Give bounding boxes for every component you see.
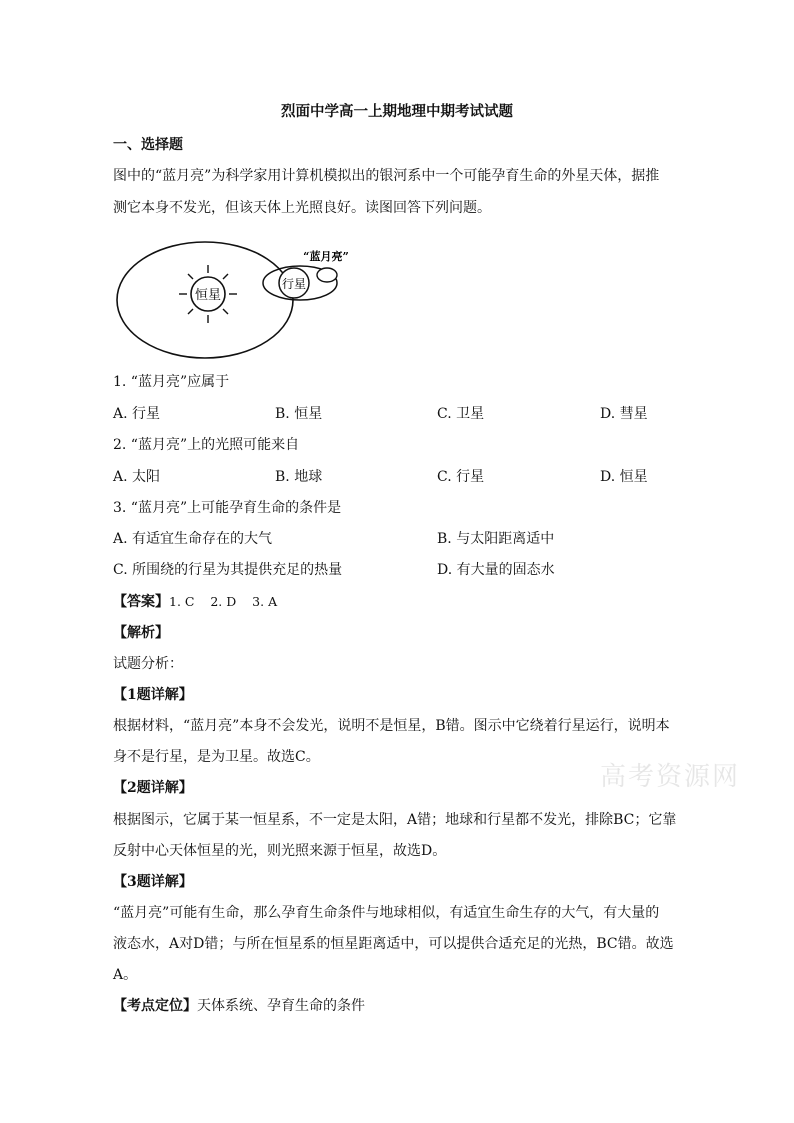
detail-3-line-3: A。 [113, 967, 138, 983]
q1-option-b: B. 恒星 [275, 406, 323, 422]
detail-3-label: 【3题详解】 [113, 874, 193, 890]
planet-label: 行星 [281, 277, 307, 291]
watermark: 高考资源网 [600, 762, 741, 792]
answer-label: 【答案】 [113, 594, 169, 610]
star-system-diagram [113, 238, 373, 368]
kaodian-text: 天体系统、孕育生命的条件 [197, 998, 365, 1014]
q1-option-a: A. 行星 [113, 406, 161, 422]
q3-option-c: C. 所围绕的行星为其提供充足的热量 [113, 562, 343, 578]
analysis-label: 【解析】 [113, 625, 169, 641]
detail-1-line-2: 身不是行星，是为卫星。故选C。 [113, 749, 320, 765]
q2-option-d: D. 恒星 [600, 469, 648, 485]
q1-option-d: D. 彗星 [600, 406, 648, 422]
star-label: 恒星 [194, 288, 222, 303]
detail-2-label: 【2题详解】 [113, 780, 193, 796]
q2-option-a: A. 太阳 [113, 469, 161, 485]
detail-3-line-2: 液态水，A对D错；与所在恒星系的恒星距离适中，可以提供合适充足的光热，BC错。故选 [113, 936, 674, 952]
q3-option-b: B. 与太阳距离适中 [437, 531, 555, 547]
answer-text: 1. C 2. D 3. A [169, 594, 278, 609]
detail-2-line-1: 根据图示，它属于某一恒星系，不一定是太阳，A错；地球和行星都不发光，排除BC；它靠 [113, 812, 677, 828]
section-heading: 一、选择题 [113, 137, 183, 153]
q3-option-d: D. 有大量的固态水 [437, 562, 555, 578]
moon-icon [317, 268, 337, 282]
intro-line-2: 测它本身不发光，但该天体上光照良好。读图回答下列问题。 [113, 200, 491, 216]
q1-option-c: C. 卫星 [437, 406, 485, 422]
q3-option-a: A. 有适宜生命存在的大气 [113, 531, 273, 547]
question-3-stem: 3. “蓝月亮”上可能孕育生命的条件是 [113, 500, 342, 516]
kaodian-label: 【考点定位】 [113, 998, 197, 1014]
detail-1-label: 【1题详解】 [113, 687, 193, 703]
q2-option-b: B. 地球 [275, 469, 323, 485]
analysis-intro: 试题分析： [113, 656, 183, 672]
kaodian-line [113, 996, 365, 1016]
question-1-stem: 1. “蓝月亮”应属于 [113, 374, 230, 390]
detail-2-line-2: 反射中心天体恒星的光，则光照来源于恒星，故选D。 [113, 843, 447, 859]
page-title: 烈面中学高一上期地理中期考试试题 [281, 103, 513, 120]
detail-3-line-1: “蓝月亮”可能有生命，那么孕育生命条件与地球相似，有适宜生命生存的大气，有大量的 [113, 905, 660, 921]
detail-1-line-1: 根据材料，“蓝月亮”本身不会发光，说明不是恒星，B错。图示中它绕着行星运行，说明本 [113, 718, 670, 734]
question-2-stem: 2. “蓝月亮”上的光照可能来自 [113, 437, 300, 453]
intro-line-1: 图中的“蓝月亮”为科学家用计算机模拟出的银河系中一个可能孕育生命的外星天体，据推 [113, 168, 660, 184]
answer-line [113, 592, 277, 612]
moon-label: “蓝月亮” [303, 250, 349, 263]
q2-option-c: C. 行星 [437, 469, 485, 485]
